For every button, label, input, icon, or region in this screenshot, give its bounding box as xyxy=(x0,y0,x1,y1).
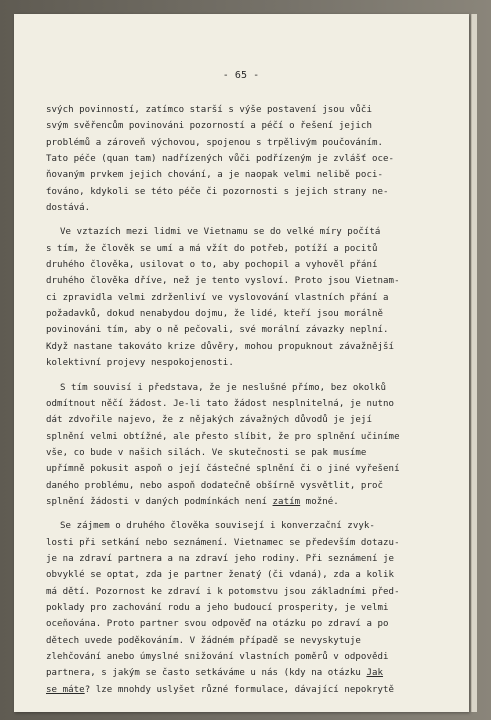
text-segment: požadavků, dokud nenabydou dojmu, že lidé, kteří jsou morálně xyxy=(46,309,384,320)
text-line xyxy=(46,224,428,240)
text-line xyxy=(46,682,428,698)
text-segment: splnění velmi obtížné, ale přesto slíbit, že pro splnění učiníme xyxy=(46,431,400,442)
text-segment: Se zájmem o druhého člověka souvisejí i konverzační zvyk- xyxy=(60,521,375,532)
text-line xyxy=(46,649,428,665)
text-segment: Tato péče (quan tam) nadřízených vůči podřízeným je zvlášť oce- xyxy=(46,154,395,165)
text-line xyxy=(46,102,428,118)
text-line xyxy=(46,184,428,200)
text-line xyxy=(46,535,428,551)
text-line xyxy=(46,478,428,494)
text-line xyxy=(46,461,428,477)
text-segment: dát zdvořile najevo, že z nějakých závažných důvodů je její xyxy=(46,415,372,426)
text-line xyxy=(46,584,428,600)
underlined-text: zatím xyxy=(272,496,301,507)
text-line xyxy=(46,290,428,306)
text-line xyxy=(46,273,428,289)
text-line xyxy=(46,665,428,681)
text-line xyxy=(46,322,428,338)
text-line xyxy=(46,518,428,534)
text-line xyxy=(46,339,428,355)
text-line xyxy=(46,551,428,567)
text-line xyxy=(46,600,428,616)
text-line xyxy=(46,412,428,428)
paragraph xyxy=(46,102,428,216)
paragraph xyxy=(46,380,428,511)
text-segment: zlehčování anebo úmyslné snižování vlastních poměrů v odpovědi xyxy=(46,652,389,662)
paragraphs xyxy=(46,102,428,698)
text-line xyxy=(46,151,428,167)
text-segment: svých povinností, zatímco starší s výše postavení jsou vůči xyxy=(46,105,372,115)
text-line xyxy=(46,616,428,632)
text-line xyxy=(46,494,428,510)
text-segment: má dětí. Pozornost ke zdraví i k potomstvu jsou základními před- xyxy=(46,586,400,597)
text-segment: vše, co bude v našich silách. Ve skutečnosti se pak musíme xyxy=(46,447,367,458)
text-segment: s tím, že člověk se umí a má vžít do potřeb, potíží a pocitů xyxy=(46,243,378,254)
text-segment: dostává. xyxy=(46,203,91,214)
underlined-text: Jak xyxy=(366,668,384,679)
text-segment: daného problému, nebo aspoň dodatečně obšírně vysvětlit, proč xyxy=(46,480,384,491)
text-segment: možné. xyxy=(300,496,339,507)
text-segment: poklady pro zachování rodu a jeho budoucí prosperity, je velmi xyxy=(46,602,389,613)
page-number: - 65 - xyxy=(222,70,260,81)
text-segment: je na zdraví partnera a na zdraví jeho rodiny. Při seznámení je xyxy=(46,553,395,564)
text-line xyxy=(46,167,428,183)
text-segment: oceňována. Proto partner svou odpověď na otázku po zdraví a po xyxy=(46,619,389,630)
text-segment: dětech uvede poděkováním. V žádném případě se nevyskytuje xyxy=(46,635,361,646)
text-line xyxy=(46,355,428,371)
text-segment: ci zpravidla velmi zdrženliví ve vyslovování vlastních přání a xyxy=(46,292,389,303)
text-segment: splnění žádosti v daných podmínkách není xyxy=(46,496,273,507)
text-line xyxy=(46,257,428,273)
text-line xyxy=(46,380,428,396)
text-segment: ? lze mnohdy uslyšet různé formulace, dávající nepokrytě xyxy=(84,684,395,695)
text-line xyxy=(46,306,428,322)
text-line xyxy=(46,396,428,412)
text-segment: ťováno, kdykoli se této péče či pozornosti s jejich strany ne- xyxy=(46,186,389,197)
paragraph xyxy=(46,224,428,371)
text-segment: druhého člověka, usilovat o to, aby pochopil a vyhověl přání xyxy=(46,260,378,271)
text-segment: upřímně pokusit aspoň o její částečné splnění či o jiné vyřešení xyxy=(46,464,400,475)
page-edge xyxy=(471,14,477,712)
text-segment: obvyklé se optat, zda je partner ženatý (či vdaná), zda a kolik xyxy=(46,570,395,581)
text-segment: odmítnout něčí žádost. Je-li tato žádost nesplnitelná, je nutno xyxy=(46,398,395,409)
text-line xyxy=(46,200,428,216)
text-segment: S tím souvisí i představa, že je neslušné přímo, bez okolků xyxy=(60,382,386,393)
text-segment: svým svěřencům povinováni pozorností a péčí o řešení jejich xyxy=(46,121,372,132)
text-segment: povinováni tím, aby o ně pečovali, své morální závazky neplní. xyxy=(46,325,389,336)
text-line xyxy=(46,429,428,445)
text-segment: Když nastane takováto krize důvěry, mohou propuknout závažnější xyxy=(46,341,395,352)
text-line xyxy=(46,633,428,649)
text-line xyxy=(46,118,428,134)
text-segment: problémů a zároveň výchovou, spojenou s trpělivým poučováním. xyxy=(46,137,384,148)
text-line xyxy=(46,567,428,583)
paragraph xyxy=(46,518,428,698)
text-segment: partnera, s jakým se často setkáváme u nás (kdy na otázku xyxy=(46,668,367,679)
text-column xyxy=(46,70,428,706)
text-line xyxy=(46,445,428,461)
text-line xyxy=(46,135,428,151)
text-segment: druhého člověka dříve, než je tento vysloví. Proto jsou Vietnam- xyxy=(46,276,400,287)
text-segment: Ve vztazích mezi lidmi ve Vietnamu se do velké míry počítá xyxy=(60,227,381,238)
text-segment: ňovaným prvkem jejich chování, a je naopak velmi nelibě poci- xyxy=(46,170,384,181)
text-segment: losti při setkání nebo seznámení. Vietnamec se především dotazu- xyxy=(46,537,400,548)
text-segment: kolektivní projevy nespokojenosti. xyxy=(46,358,234,369)
text-line xyxy=(46,241,428,257)
underlined-text: se máte xyxy=(46,684,85,695)
